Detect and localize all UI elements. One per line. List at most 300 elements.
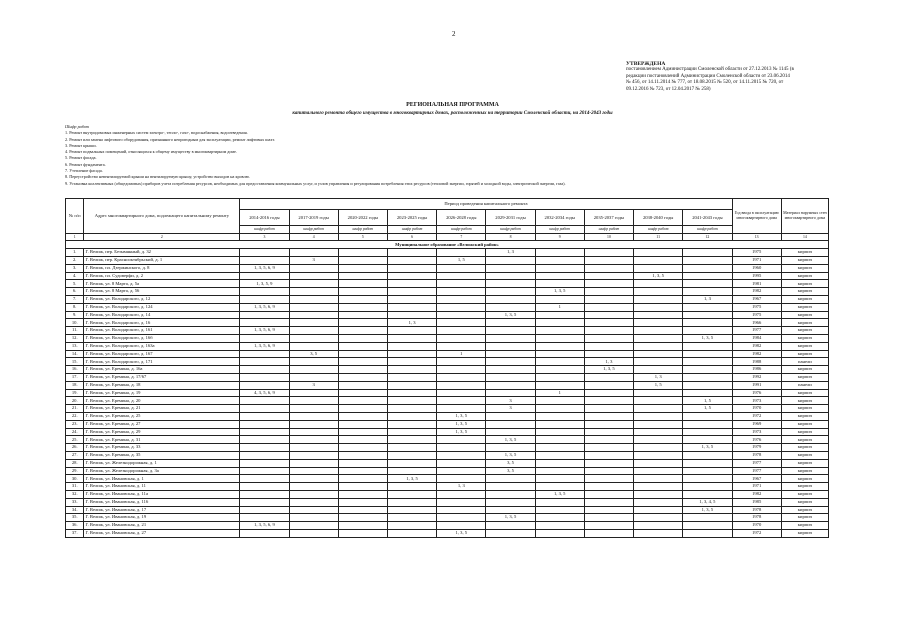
row-work-cipher: 1, 3, 5 — [535, 490, 584, 498]
table-row — [66, 373, 829, 381]
row-address: Г. Велиж, ул. Ивановская, д. 21 — [84, 522, 240, 530]
row-number: 30. — [66, 475, 84, 483]
row-work-cipher — [683, 303, 732, 311]
legend-item: 9. Установка коллективных (общедомовых) приборов учета потребления ресурсов, необходимых для предоставления коммунальных услуг, и узлов управления и регулирования потребления этих ресурсов (тепловой энергии, горячей и холодной воды, электрической энергии, газа). — [65, 180, 566, 186]
row-work-cipher — [535, 319, 584, 327]
row-work-cipher — [289, 444, 338, 452]
page-number: 2 — [452, 30, 456, 38]
header-work-cipher: шифр работ — [240, 226, 289, 234]
row-year-built: 1967 — [732, 475, 781, 483]
approval-line: 09.12.2016 № 723, от 12.04.2017 № 258) — [626, 86, 711, 92]
row-wall-material: кирпич — [781, 264, 828, 272]
row-work-cipher — [584, 319, 633, 327]
row-work-cipher — [437, 272, 486, 280]
row-address: Г. Велиж, ул. Володарского, д. 163а — [84, 342, 240, 350]
table-row — [66, 428, 829, 436]
row-work-cipher — [634, 490, 683, 498]
row-address: Г. Велиж, пер. Краснооктябрьский, д. 1 — [84, 257, 240, 265]
row-work-cipher: 3 — [289, 257, 338, 265]
row-work-cipher: 1, 3, 5 — [584, 366, 633, 374]
row-work-cipher — [240, 459, 289, 467]
table-row — [66, 366, 829, 374]
row-number: 25. — [66, 436, 84, 444]
row-work-cipher — [289, 428, 338, 436]
header-period-year: 2038-2040 годы — [634, 210, 683, 226]
row-work-cipher — [683, 272, 732, 280]
header-period-year: 2035-2037 годы — [584, 210, 633, 226]
row-work-cipher — [338, 280, 387, 288]
row-work-cipher — [387, 459, 436, 467]
row-year-built: 1984 — [732, 334, 781, 342]
row-year-built: 1973 — [732, 397, 781, 405]
row-work-cipher — [683, 436, 732, 444]
row-work-cipher — [289, 311, 338, 319]
row-work-cipher — [437, 295, 486, 303]
row-number: 10. — [66, 319, 84, 327]
row-work-cipher — [338, 389, 387, 397]
row-work-cipher — [486, 506, 535, 514]
row-work-cipher — [584, 490, 633, 498]
header-work-cipher: шифр работ — [338, 226, 387, 234]
row-work-cipher — [486, 264, 535, 272]
table-row — [66, 272, 829, 280]
row-work-cipher — [683, 428, 732, 436]
row-work-cipher — [289, 459, 338, 467]
header-column-number: 14 — [781, 234, 828, 241]
row-number: 1. — [66, 249, 84, 257]
row-address: Г. Велиж, ул. Еремина, д. 29 — [84, 428, 240, 436]
row-work-cipher — [634, 334, 683, 342]
row-wall-material: панели — [781, 381, 828, 389]
row-address: Г. Велиж, ул. Володарского, д. 16 — [84, 319, 240, 327]
row-work-cipher — [240, 366, 289, 374]
row-work-cipher — [584, 522, 633, 530]
row-work-cipher — [338, 405, 387, 413]
row-work-cipher — [437, 397, 486, 405]
header-column-number: 12 — [683, 234, 732, 241]
row-work-cipher — [683, 373, 732, 381]
row-number: 32. — [66, 490, 84, 498]
row-work-cipher — [683, 412, 732, 420]
row-work-cipher — [240, 358, 289, 366]
row-year-built: 1982 — [732, 350, 781, 358]
row-wall-material: кирпич — [781, 459, 828, 467]
row-year-built: 1977 — [732, 459, 781, 467]
row-work-cipher — [535, 295, 584, 303]
row-work-cipher — [584, 350, 633, 358]
row-work-cipher — [240, 451, 289, 459]
row-work-cipher — [584, 451, 633, 459]
approval-line: постановлением Администрации Смоленской области от 27.12.2013 № 1145 (в — [626, 67, 794, 73]
row-work-cipher — [240, 475, 289, 483]
row-work-cipher — [289, 249, 338, 257]
row-work-cipher — [437, 264, 486, 272]
row-work-cipher — [338, 444, 387, 452]
row-year-built: 1981 — [732, 280, 781, 288]
row-work-cipher — [683, 467, 732, 475]
row-work-cipher — [338, 257, 387, 265]
row-work-cipher — [338, 366, 387, 374]
row-number: 34. — [66, 506, 84, 514]
row-work-cipher — [437, 381, 486, 389]
table-row — [66, 397, 829, 405]
row-work-cipher — [584, 412, 633, 420]
row-work-cipher — [289, 327, 338, 335]
row-work-cipher — [535, 272, 584, 280]
row-work-cipher — [584, 529, 633, 537]
header-column-number: 6 — [387, 234, 436, 241]
row-number: 13. — [66, 342, 84, 350]
table-row — [66, 467, 829, 475]
row-work-cipher — [338, 381, 387, 389]
row-year-built: 1971 — [732, 257, 781, 265]
row-work-cipher — [289, 319, 338, 327]
row-address: Г. Велиж, ул. 8 Марта, д. 5а — [84, 280, 240, 288]
row-address: Г. Велиж, ул. Еремина, д. 31 — [84, 436, 240, 444]
row-work-cipher — [437, 389, 486, 397]
row-work-cipher — [240, 483, 289, 491]
row-work-cipher — [240, 467, 289, 475]
row-work-cipher — [387, 412, 436, 420]
table-row — [66, 350, 829, 358]
legend-item: 7. Утепление фасада. — [65, 168, 103, 174]
header-period-year: 2032-2034 годы — [535, 210, 584, 226]
row-address: Г. Велиж, ул. Ивановская, д. 19 — [84, 514, 240, 522]
table-row — [66, 342, 829, 350]
work-cipher-legend — [65, 124, 785, 187]
row-wall-material: кирпич — [781, 529, 828, 537]
row-work-cipher — [486, 342, 535, 350]
row-wall-material: кирпич — [781, 451, 828, 459]
row-work-cipher — [634, 428, 683, 436]
row-number: 20. — [66, 397, 84, 405]
row-work-cipher — [289, 373, 338, 381]
row-work-cipher — [338, 483, 387, 491]
row-work-cipher — [584, 280, 633, 288]
row-work-cipher — [486, 334, 535, 342]
row-year-built: 1976 — [732, 436, 781, 444]
row-work-cipher — [634, 397, 683, 405]
row-work-cipher — [683, 490, 732, 498]
capital-repair-table — [65, 198, 829, 538]
row-address: Г. Велиж, ул. Ивановская, д. 1 — [84, 475, 240, 483]
header-wall-material: Материал наружных стен многоквартирного дома — [781, 199, 828, 234]
row-address: Г. Велиж, ул. Володарского, д. 161 — [84, 327, 240, 335]
row-work-cipher — [338, 311, 387, 319]
row-work-cipher: 1, 3, 5 — [486, 436, 535, 444]
row-work-cipher — [634, 420, 683, 428]
table-row — [66, 257, 829, 265]
row-work-cipher — [486, 444, 535, 452]
row-work-cipher — [338, 490, 387, 498]
row-work-cipher — [437, 288, 486, 296]
row-number: 16. — [66, 366, 84, 374]
row-work-cipher: 1, 3, 5 — [437, 412, 486, 420]
legend-item: 4. Ремонт подвальных помещений, относящихся к общему имуществу в многоквартирном доме. — [65, 149, 237, 155]
row-work-cipher — [634, 522, 683, 530]
row-work-cipher: 1, 5 — [683, 405, 732, 413]
row-work-cipher — [584, 381, 633, 389]
row-year-built: 1970 — [732, 405, 781, 413]
row-work-cipher — [240, 288, 289, 296]
row-year-built: 1975 — [732, 249, 781, 257]
row-work-cipher — [486, 428, 535, 436]
row-year-built: 1982 — [732, 342, 781, 350]
row-work-cipher — [584, 475, 633, 483]
row-work-cipher — [338, 288, 387, 296]
row-work-cipher — [437, 444, 486, 452]
row-work-cipher — [387, 436, 436, 444]
row-work-cipher — [289, 288, 338, 296]
row-wall-material: кирпич — [781, 412, 828, 420]
row-work-cipher: 1, 3 — [634, 373, 683, 381]
row-year-built: 1979 — [732, 444, 781, 452]
row-work-cipher — [240, 529, 289, 537]
row-work-cipher — [535, 264, 584, 272]
row-work-cipher — [387, 428, 436, 436]
row-work-cipher — [535, 327, 584, 335]
row-work-cipher — [289, 475, 338, 483]
table-row — [66, 444, 829, 452]
row-year-built: 1985 — [732, 498, 781, 506]
row-work-cipher — [387, 405, 436, 413]
row-work-cipher — [437, 319, 486, 327]
row-work-cipher — [240, 428, 289, 436]
row-work-cipher — [634, 303, 683, 311]
row-work-cipher — [437, 522, 486, 530]
row-address: Г. Велиж, пл. Судоверфи, д. 2 — [84, 272, 240, 280]
row-work-cipher — [289, 264, 338, 272]
row-work-cipher — [683, 522, 732, 530]
row-work-cipher — [584, 311, 633, 319]
row-work-cipher — [683, 389, 732, 397]
table-row — [66, 475, 829, 483]
row-work-cipher — [535, 280, 584, 288]
row-work-cipher — [387, 420, 436, 428]
row-work-cipher — [486, 490, 535, 498]
row-number: 4. — [66, 272, 84, 280]
row-work-cipher — [683, 350, 732, 358]
row-work-cipher — [437, 514, 486, 522]
row-number: 21. — [66, 405, 84, 413]
row-work-cipher — [338, 342, 387, 350]
row-work-cipher: 3 — [486, 405, 535, 413]
header-column-number: 9 — [535, 234, 584, 241]
row-work-cipher — [584, 249, 633, 257]
row-number: 14. — [66, 350, 84, 358]
row-work-cipher — [387, 334, 436, 342]
row-work-cipher — [437, 303, 486, 311]
header-column-number: 11 — [634, 234, 683, 241]
row-work-cipher — [289, 420, 338, 428]
row-work-cipher — [387, 257, 436, 265]
legend-heading: Шифр работ — [65, 124, 89, 129]
row-work-cipher — [338, 319, 387, 327]
row-work-cipher — [338, 350, 387, 358]
table-row — [66, 280, 829, 288]
row-work-cipher — [338, 514, 387, 522]
row-number: 28. — [66, 459, 84, 467]
row-work-cipher — [634, 319, 683, 327]
row-work-cipher — [387, 358, 436, 366]
row-work-cipher: 1, 3 — [437, 483, 486, 491]
row-work-cipher: 1 — [535, 303, 584, 311]
row-work-cipher — [387, 389, 436, 397]
row-address: Г. Велиж, ул. Володарского, д. 171 — [84, 358, 240, 366]
table-row — [66, 529, 829, 537]
row-work-cipher — [486, 319, 535, 327]
row-number: 37. — [66, 529, 84, 537]
header-work-cipher: шифр работ — [437, 226, 486, 234]
row-address: Г. Велиж, ул. Ивановская, д. 11а — [84, 490, 240, 498]
row-work-cipher — [535, 397, 584, 405]
row-wall-material: кирпич — [781, 311, 828, 319]
row-work-cipher — [535, 412, 584, 420]
row-work-cipher — [683, 311, 732, 319]
row-number: 27. — [66, 451, 84, 459]
row-work-cipher: 1, 3 — [486, 249, 535, 257]
header-num: № п/п — [66, 199, 84, 234]
row-work-cipher — [240, 319, 289, 327]
row-work-cipher — [683, 327, 732, 335]
approval-block — [626, 61, 866, 93]
table-row — [66, 522, 829, 530]
row-work-cipher — [387, 467, 436, 475]
row-number: 19. — [66, 389, 84, 397]
row-work-cipher — [535, 311, 584, 319]
row-address: Г. Велиж, ул. Ивановская, д. 17 — [84, 506, 240, 514]
row-work-cipher — [240, 257, 289, 265]
row-work-cipher — [338, 358, 387, 366]
row-number: 12. — [66, 334, 84, 342]
row-work-cipher — [634, 366, 683, 374]
row-work-cipher — [535, 506, 584, 514]
row-wall-material: кирпич — [781, 334, 828, 342]
row-work-cipher — [437, 490, 486, 498]
row-work-cipher: 3 — [289, 381, 338, 389]
row-work-cipher — [584, 342, 633, 350]
row-work-cipher — [338, 451, 387, 459]
row-address: Г. Велиж, ул. Еремина, д. 35 — [84, 451, 240, 459]
row-address: Г. Велиж, пл. Дзержинского, д. 8 — [84, 264, 240, 272]
row-wall-material: кирпич — [781, 295, 828, 303]
row-work-cipher: 1, 5 — [683, 397, 732, 405]
row-work-cipher — [634, 498, 683, 506]
row-work-cipher — [437, 373, 486, 381]
header-period-year: 2041-2043 годы — [683, 210, 732, 226]
row-work-cipher — [584, 420, 633, 428]
row-work-cipher — [437, 498, 486, 506]
row-work-cipher — [387, 529, 436, 537]
row-wall-material: кирпич — [781, 257, 828, 265]
row-wall-material: кирпич — [781, 288, 828, 296]
row-work-cipher — [338, 475, 387, 483]
row-year-built: 1973 — [732, 428, 781, 436]
row-work-cipher — [683, 249, 732, 257]
row-work-cipher — [437, 311, 486, 319]
row-wall-material: кирпич — [781, 366, 828, 374]
row-work-cipher — [634, 405, 683, 413]
row-work-cipher — [584, 428, 633, 436]
row-work-cipher — [289, 397, 338, 405]
row-work-cipher — [338, 498, 387, 506]
row-work-cipher — [387, 490, 436, 498]
row-year-built: 1986 — [732, 366, 781, 374]
header-column-number: 2 — [84, 234, 240, 241]
row-work-cipher — [486, 498, 535, 506]
row-work-cipher — [338, 428, 387, 436]
row-year-built: 1972 — [732, 529, 781, 537]
row-work-cipher — [338, 303, 387, 311]
row-work-cipher — [437, 280, 486, 288]
row-address: Г. Велиж, ул. Железнодорожная, д. 1 — [84, 459, 240, 467]
row-address: Г. Велиж, ул. Ивановская, д. 11 — [84, 483, 240, 491]
row-work-cipher — [584, 459, 633, 467]
legend-item: 3. Ремонт крыши. — [65, 142, 97, 148]
row-work-cipher — [486, 303, 535, 311]
row-work-cipher — [338, 412, 387, 420]
row-work-cipher — [387, 506, 436, 514]
table-row — [66, 327, 829, 335]
row-year-built: 1991 — [732, 381, 781, 389]
row-year-built: 1971 — [732, 483, 781, 491]
row-wall-material: кирпич — [781, 420, 828, 428]
row-work-cipher — [387, 327, 436, 335]
row-work-cipher — [387, 350, 436, 358]
row-year-built: 1960 — [732, 264, 781, 272]
row-wall-material: кирпич — [781, 319, 828, 327]
row-work-cipher — [535, 498, 584, 506]
row-work-cipher — [387, 311, 436, 319]
header-work-cipher: шифр работ — [634, 226, 683, 234]
table-row — [66, 514, 829, 522]
row-number: 18. — [66, 381, 84, 389]
row-work-cipher — [535, 514, 584, 522]
row-work-cipher — [240, 436, 289, 444]
legend-item: 1. Ремонт внутридомовых инженерных систем электро-, тепло-, газо-, водоснабжения, водоотведения. — [65, 130, 248, 136]
row-work-cipher — [683, 366, 732, 374]
row-work-cipher — [289, 366, 338, 374]
row-year-built: 1982 — [732, 490, 781, 498]
row-work-cipher — [289, 522, 338, 530]
row-wall-material: кирпич — [781, 498, 828, 506]
row-work-cipher — [584, 444, 633, 452]
header-period-year: 2026-2028 годы — [437, 210, 486, 226]
row-work-cipher — [535, 467, 584, 475]
header-period-year: 2017-2019 годы — [289, 210, 338, 226]
row-work-cipher — [486, 280, 535, 288]
row-wall-material: кирпич — [781, 342, 828, 350]
row-work-cipher — [634, 288, 683, 296]
row-work-cipher — [338, 249, 387, 257]
row-work-cipher — [289, 467, 338, 475]
table-row — [66, 483, 829, 491]
row-work-cipher: 1, 3, 5 — [683, 444, 732, 452]
row-work-cipher — [535, 451, 584, 459]
row-work-cipher — [338, 272, 387, 280]
row-number: 26. — [66, 444, 84, 452]
row-work-cipher — [683, 475, 732, 483]
row-address: Г. Велиж, ул. Володарского, д. 14 — [84, 311, 240, 319]
row-work-cipher — [634, 350, 683, 358]
row-work-cipher: 1, 3, 4, 5 — [683, 498, 732, 506]
row-work-cipher — [387, 451, 436, 459]
row-work-cipher — [535, 420, 584, 428]
row-work-cipher — [240, 295, 289, 303]
row-wall-material: панели — [781, 358, 828, 366]
row-work-cipher — [486, 295, 535, 303]
municipality-row: Муниципальное образование «Велижский район» — [66, 241, 829, 249]
